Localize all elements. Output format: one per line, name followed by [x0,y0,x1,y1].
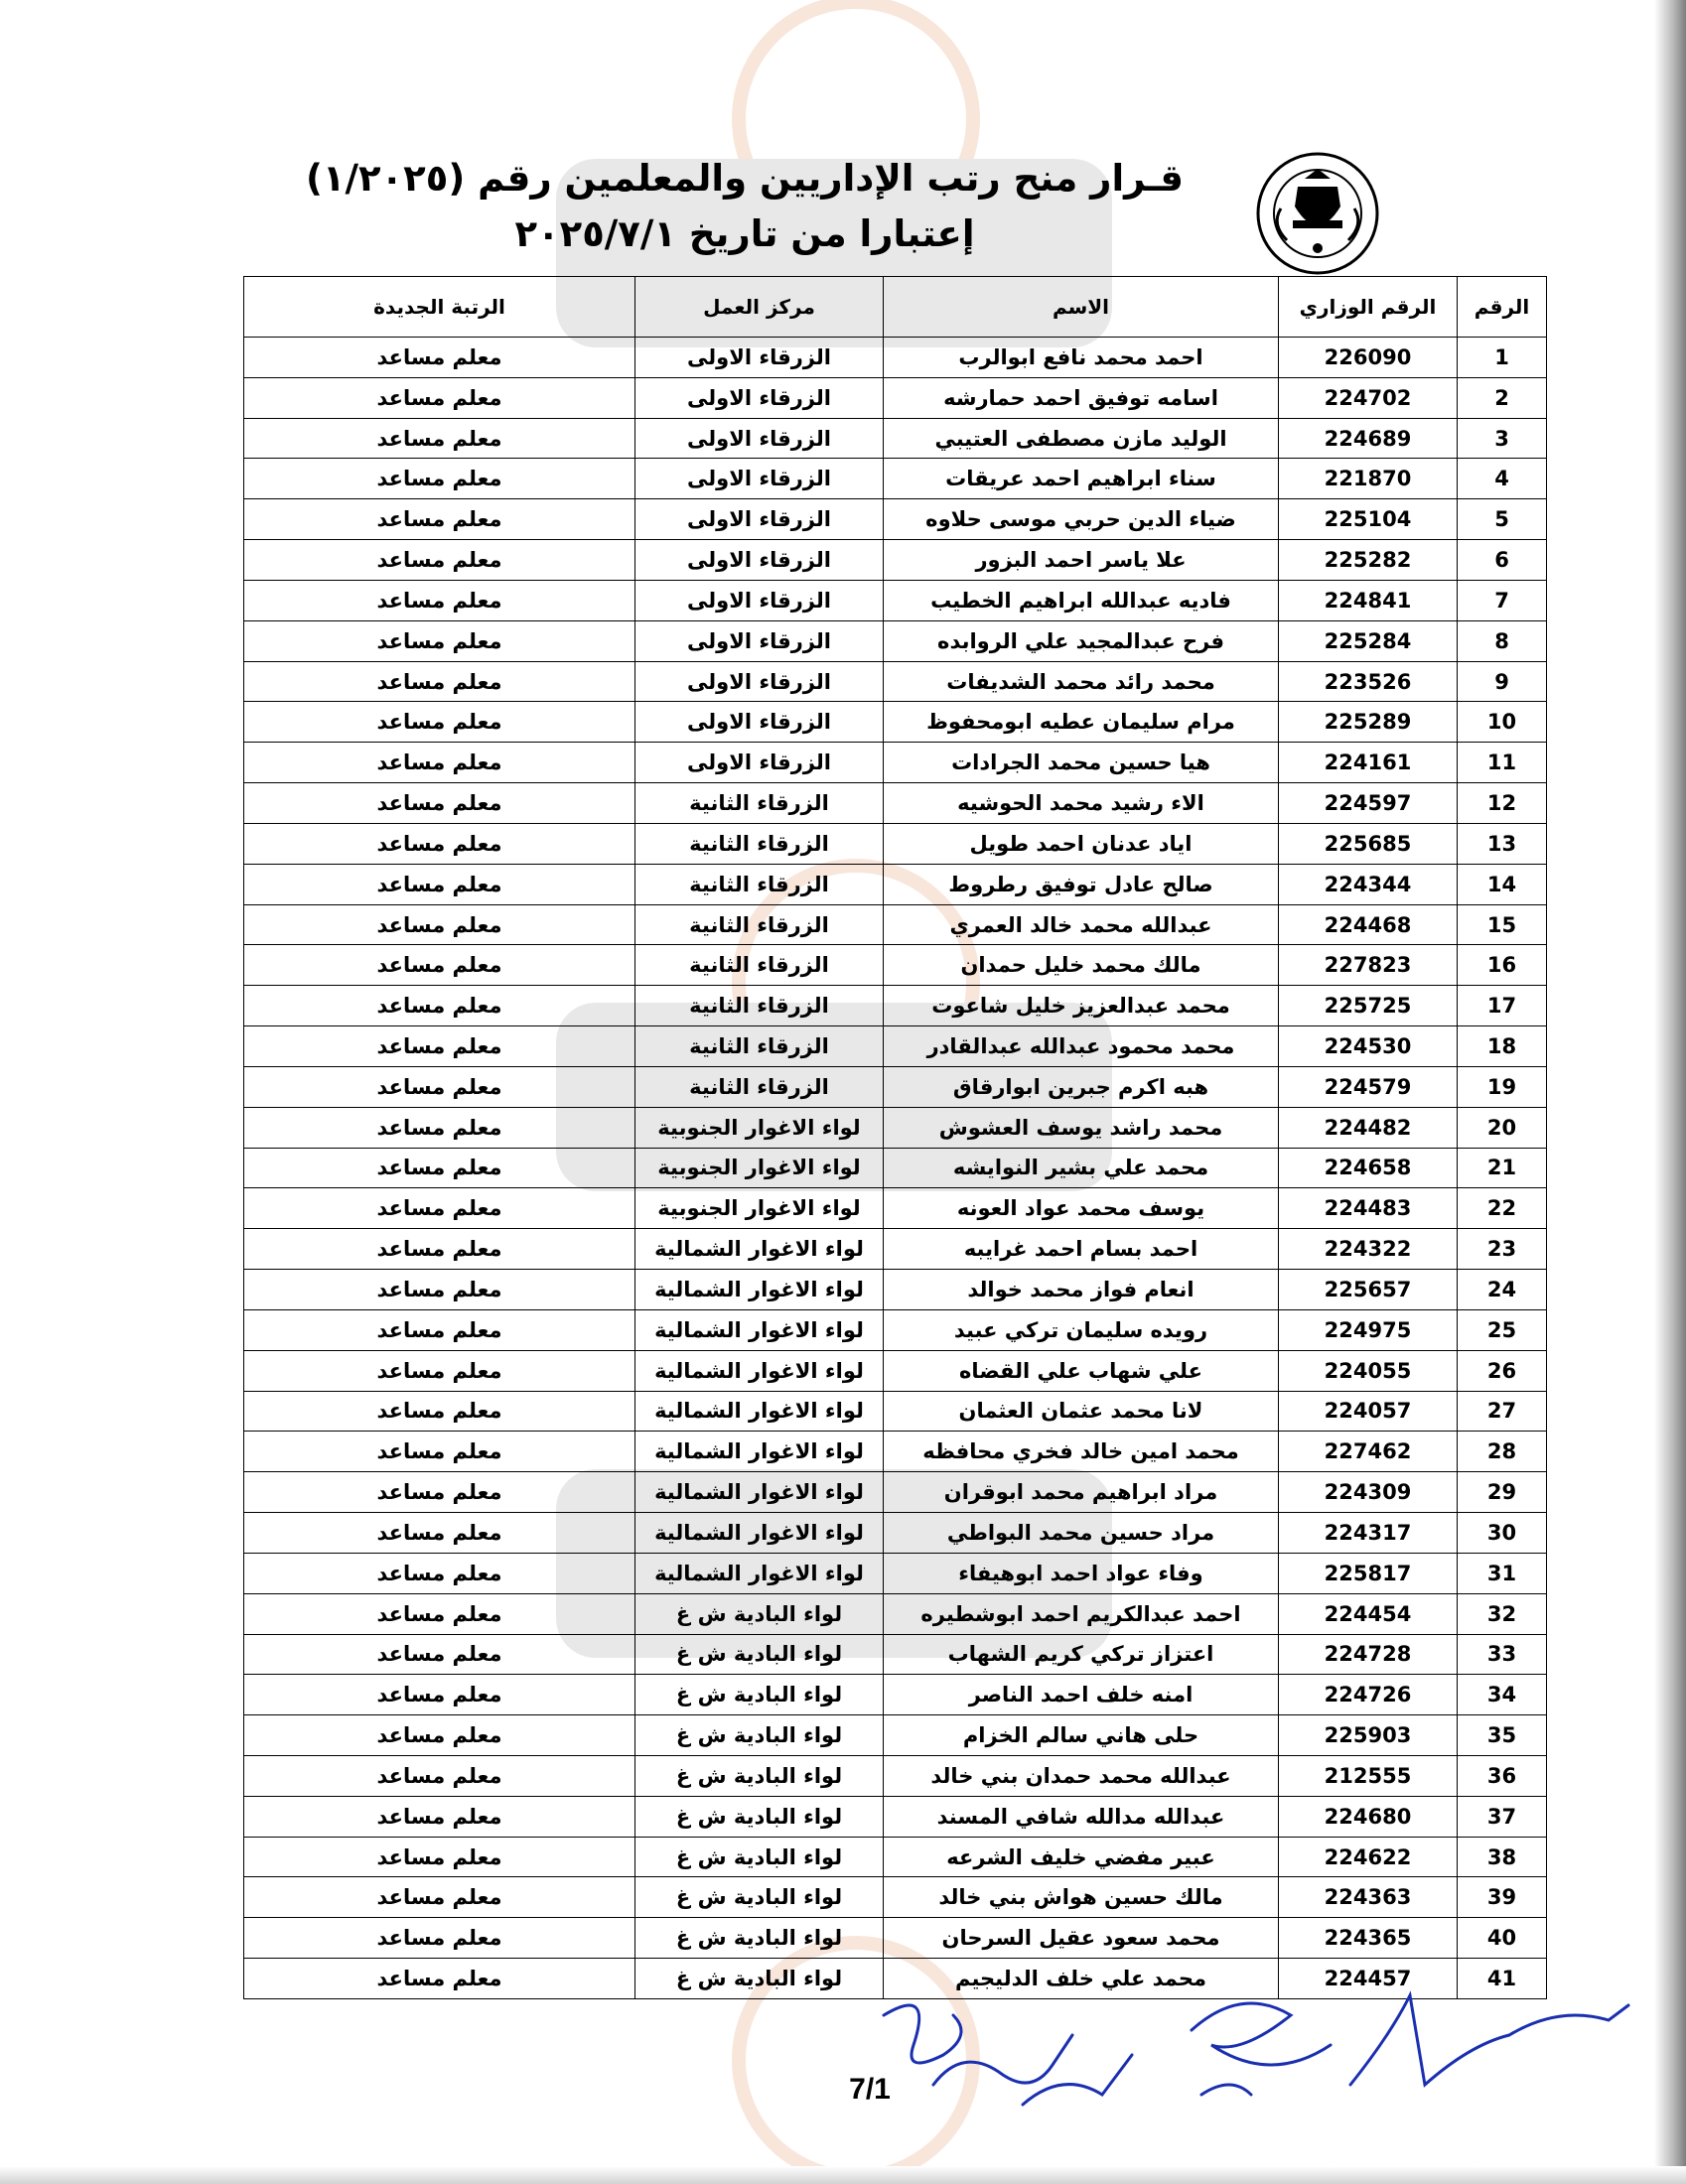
cell-workplace: لواء الاغوار الشمالية [635,1391,884,1432]
cell-number: 5 [1458,499,1547,540]
cell-name: اعتزاز تركي كريم الشهاب [884,1634,1279,1675]
cell-number: 18 [1458,1026,1547,1067]
cell-name: مالك محمد خليل حمدان [884,945,1279,986]
cell-ministry-id: 224468 [1279,904,1458,945]
cell-number: 41 [1458,1959,1547,1999]
cell-ministry-id: 225289 [1279,702,1458,743]
cell-ministry-id: 226090 [1279,338,1458,378]
cell-name: وفاء عواد احمد ابوهيفاء [884,1553,1279,1593]
table-row [244,459,1547,499]
cell-new-rank: معلم مساعد [244,823,635,864]
cell-new-rank: معلم مساعد [244,459,635,499]
cell-new-rank: معلم مساعد [244,338,635,378]
header-workplace: مركز العمل [635,277,884,338]
cell-number: 12 [1458,783,1547,824]
handwritten-signatures [874,1976,1648,2124]
cell-number: 38 [1458,1837,1547,1877]
table-row [244,1270,1547,1310]
cell-ministry-id: 224363 [1279,1877,1458,1918]
table-row [244,1715,1547,1756]
table-row [244,1755,1547,1796]
cell-workplace: الزرقاء الاولى [635,499,884,540]
cell-ministry-id: 225284 [1279,620,1458,661]
table-row [244,904,1547,945]
cell-name: هبه اكرم جبرين ابوارقاق [884,1066,1279,1107]
cell-number: 15 [1458,904,1547,945]
table-row [244,1148,1547,1188]
cell-workplace: الزرقاء الثانية [635,1026,884,1067]
cell-name: هيا حسين محمد الجرادات [884,743,1279,783]
cell-ministry-id: 225903 [1279,1715,1458,1756]
table-row [244,783,1547,824]
cell-name: انعام فواز محمد خوالد [884,1270,1279,1310]
cell-new-rank: معلم مساعد [244,945,635,986]
table-row [244,864,1547,904]
cell-workplace: لواء الاغوار الشمالية [635,1513,884,1554]
cell-ministry-id: 224841 [1279,580,1458,620]
cell-ministry-id: 224702 [1279,377,1458,418]
cell-number: 2 [1458,377,1547,418]
cell-name: عبدالله مدالله شافي المسند [884,1796,1279,1837]
header-name: الاسم [884,277,1279,338]
cell-workplace: الزرقاء الاولى [635,418,884,459]
cell-name: مراد ابراهيم محمد ابوقران [884,1472,1279,1513]
cell-name: فرح عبدالمجيد علي الروابده [884,620,1279,661]
table-row [244,1553,1547,1593]
cell-number: 1 [1458,338,1547,378]
cell-ministry-id: 224726 [1279,1675,1458,1715]
cell-new-rank: معلم مساعد [244,1432,635,1472]
cell-number: 20 [1458,1107,1547,1148]
cell-name: امنه خلف احمد الناصر [884,1675,1279,1715]
table-row [244,986,1547,1026]
cell-name: احمد عبدالكريم احمد ابوشطيره [884,1593,1279,1634]
cell-workplace: لواء الاغوار الشمالية [635,1472,884,1513]
cell-name: فاديه عبدالله ابراهيم الخطيب [884,580,1279,620]
cell-ministry-id: 223526 [1279,661,1458,702]
cell-name: محمد راشد يوسف العشوش [884,1107,1279,1148]
cell-name: محمد علي بشير النوايشه [884,1148,1279,1188]
table-row [244,743,1547,783]
cell-ministry-id: 225282 [1279,540,1458,581]
cell-name: اسامه توفيق احمد حمارشه [884,377,1279,418]
cell-ministry-id: 225817 [1279,1553,1458,1593]
cell-number: 24 [1458,1270,1547,1310]
cell-ministry-id: 224055 [1279,1350,1458,1391]
cell-number: 35 [1458,1715,1547,1756]
cell-number: 31 [1458,1553,1547,1593]
cell-new-rank: معلم مساعد [244,904,635,945]
table-row [244,338,1547,378]
cell-workplace: الزرقاء الاولى [635,459,884,499]
cell-ministry-id: 227823 [1279,945,1458,986]
cell-workplace: لواء البادية ش غ [635,1877,884,1918]
cell-workplace: الزرقاء الثانية [635,1066,884,1107]
document-title: قـرار منح رتب الإداريين والمعلمين رقم (١/٢٠٢٥) إعتبارا من تاريخ ٢٠٢٥/٧/١ [305,157,1185,255]
page-edge-shadow [1654,0,1686,2184]
table-row [244,620,1547,661]
cell-workplace: الزرقاء الاولى [635,580,884,620]
cell-new-rank: معلم مساعد [244,1755,635,1796]
cell-name: صالح عادل توفيق رطروط [884,864,1279,904]
table-row [244,1391,1547,1432]
cell-workplace: الزرقاء الثانية [635,783,884,824]
cell-ministry-id: 224161 [1279,743,1458,783]
cell-ministry-id: 225685 [1279,823,1458,864]
cell-new-rank: معلم مساعد [244,783,635,824]
cell-ministry-id: 224658 [1279,1148,1458,1188]
table-row [244,1918,1547,1959]
cell-ministry-id: 224317 [1279,1513,1458,1554]
cell-workplace: لواء البادية ش غ [635,1593,884,1634]
cell-workplace: لواء البادية ش غ [635,1675,884,1715]
cell-name: ضياء الدين حربي موسى حلاوه [884,499,1279,540]
table-row [244,1837,1547,1877]
table-row [244,1593,1547,1634]
cell-new-rank: معلم مساعد [244,1188,635,1229]
table-row [244,540,1547,581]
cell-new-rank: معلم مساعد [244,418,635,459]
cell-ministry-id: 224680 [1279,1796,1458,1837]
cell-workplace: لواء الاغوار الجنوبية [635,1148,884,1188]
cell-name: محمد علي خلف الدليجيم [884,1959,1279,1999]
cell-new-rank: معلم مساعد [244,1918,635,1959]
cell-workplace: لواء البادية ش غ [635,1796,884,1837]
table-row [244,1309,1547,1350]
cell-workplace: لواء البادية ش غ [635,1918,884,1959]
cell-number: 39 [1458,1877,1547,1918]
cell-new-rank: معلم مساعد [244,1634,635,1675]
cell-name: محمد عبدالعزيز خليل شاعوت [884,986,1279,1026]
cell-name: عبدالله محمد خالد العمري [884,904,1279,945]
cell-number: 23 [1458,1229,1547,1270]
cell-new-rank: معلم مساعد [244,864,635,904]
cell-workplace: الزرقاء الاولى [635,377,884,418]
table-row [244,1472,1547,1513]
cell-ministry-id: 224728 [1279,1634,1458,1675]
cell-name: الاء رشيد محمد الحوشيه [884,783,1279,824]
cell-ministry-id: 224365 [1279,1918,1458,1959]
cell-ministry-id: 224597 [1279,783,1458,824]
cell-ministry-id: 225725 [1279,986,1458,1026]
cell-number: 4 [1458,459,1547,499]
cell-name: يوسف محمد عواد العونه [884,1188,1279,1229]
cell-ministry-id: 224322 [1279,1229,1458,1270]
cell-workplace: لواء البادية ش غ [635,1837,884,1877]
cell-number: 16 [1458,945,1547,986]
cell-workplace: لواء البادية ش غ [635,1755,884,1796]
cell-ministry-id: 224344 [1279,864,1458,904]
cell-number: 6 [1458,540,1547,581]
cell-ministry-id: 221870 [1279,459,1458,499]
cell-number: 14 [1458,864,1547,904]
cell-workplace: الزرقاء الاولى [635,702,884,743]
table-row [244,1229,1547,1270]
cell-new-rank: معلم مساعد [244,1959,635,1999]
cell-workplace: لواء الاغوار الشمالية [635,1229,884,1270]
cell-ministry-id: 224689 [1279,418,1458,459]
cell-number: 11 [1458,743,1547,783]
cell-new-rank: معلم مساعد [244,986,635,1026]
cell-number: 36 [1458,1755,1547,1796]
cell-name: اياد عدنان احمد طويل [884,823,1279,864]
cell-workplace: الزرقاء الاولى [635,743,884,783]
cell-workplace: الزرقاء الثانية [635,864,884,904]
cell-new-rank: معلم مساعد [244,499,635,540]
cell-new-rank: معلم مساعد [244,1270,635,1310]
cell-ministry-id: 225657 [1279,1270,1458,1310]
cell-workplace: الزرقاء الثانية [635,823,884,864]
ranks-table [243,276,1547,1999]
cell-ministry-id: 212555 [1279,1755,1458,1796]
ministry-crest-seal-icon [1253,149,1382,278]
cell-new-rank: معلم مساعد [244,1796,635,1837]
table-row [244,1513,1547,1554]
table-body [244,338,1547,1999]
cell-number: 33 [1458,1634,1547,1675]
table-row [244,1877,1547,1918]
cell-workplace: الزرقاء الاولى [635,620,884,661]
cell-number: 3 [1458,418,1547,459]
cell-new-rank: معلم مساعد [244,1026,635,1067]
cell-workplace: الزرقاء الثانية [635,986,884,1026]
cell-name: محمد سعود عقيل السرحان [884,1918,1279,1959]
cell-ministry-id: 224482 [1279,1107,1458,1148]
cell-name: لانا محمد عثمان العثمان [884,1391,1279,1432]
table-row [244,1107,1547,1148]
cell-workplace: الزرقاء الثانية [635,904,884,945]
cell-workplace: لواء البادية ش غ [635,1715,884,1756]
cell-name: مرام سليمان عطيه ابومحفوظ [884,702,1279,743]
cell-name: مالك حسين هواش بني خالد [884,1877,1279,1918]
table-row [244,1188,1547,1229]
table-row [244,823,1547,864]
cell-new-rank: معلم مساعد [244,1675,635,1715]
cell-number: 7 [1458,580,1547,620]
cell-number: 8 [1458,620,1547,661]
cell-new-rank: معلم مساعد [244,1229,635,1270]
cell-new-rank: معلم مساعد [244,1148,635,1188]
cell-number: 27 [1458,1391,1547,1432]
cell-number: 40 [1458,1918,1547,1959]
cell-new-rank: معلم مساعد [244,1391,635,1432]
cell-name: احمد بسام احمد غرايبه [884,1229,1279,1270]
cell-workplace: لواء الاغوار الشمالية [635,1309,884,1350]
cell-number: 28 [1458,1432,1547,1472]
cell-name: علي شهاب علي القضاه [884,1350,1279,1391]
cell-new-rank: معلم مساعد [244,1553,635,1593]
table-row [244,945,1547,986]
cell-new-rank: معلم مساعد [244,1513,635,1554]
cell-workplace: لواء الاغوار الشمالية [635,1270,884,1310]
cell-number: 34 [1458,1675,1547,1715]
cell-new-rank: معلم مساعد [244,1593,635,1634]
cell-ministry-id: 224975 [1279,1309,1458,1350]
cell-new-rank: معلم مساعد [244,702,635,743]
cell-new-rank: معلم مساعد [244,1309,635,1350]
cell-new-rank: معلم مساعد [244,1472,635,1513]
cell-number: 37 [1458,1796,1547,1837]
cell-number: 26 [1458,1350,1547,1391]
table-row [244,499,1547,540]
cell-workplace: لواء الاغوار الشمالية [635,1432,884,1472]
cell-new-rank: معلم مساعد [244,1715,635,1756]
cell-name: حلى هاني سالم الخزام [884,1715,1279,1756]
cell-number: 25 [1458,1309,1547,1350]
cell-workplace: الزرقاء الاولى [635,540,884,581]
cell-number: 17 [1458,986,1547,1026]
cell-ministry-id: 224579 [1279,1066,1458,1107]
cell-number: 19 [1458,1066,1547,1107]
cell-new-rank: معلم مساعد [244,743,635,783]
table-row [244,1026,1547,1067]
cell-new-rank: معلم مساعد [244,1350,635,1391]
cell-name: علا ياسر احمد البزور [884,540,1279,581]
table-row [244,418,1547,459]
cell-new-rank: معلم مساعد [244,1877,635,1918]
cell-number: 9 [1458,661,1547,702]
cell-ministry-id: 224622 [1279,1837,1458,1877]
cell-new-rank: معلم مساعد [244,377,635,418]
table-row [244,661,1547,702]
cell-new-rank: معلم مساعد [244,1107,635,1148]
cell-ministry-id: 224530 [1279,1026,1458,1067]
cell-name: سناء ابراهيم احمد عريقات [884,459,1279,499]
page-bottom-shadow [0,2166,1686,2184]
cell-workplace: الزرقاء الثانية [635,945,884,986]
cell-number: 30 [1458,1513,1547,1554]
cell-name: عبير مفضي خليف الشرعه [884,1837,1279,1877]
table-row [244,1350,1547,1391]
cell-new-rank: معلم مساعد [244,540,635,581]
cell-workplace: لواء الاغوار الجنوبية [635,1188,884,1229]
cell-number: 21 [1458,1148,1547,1188]
cell-number: 10 [1458,702,1547,743]
cell-ministry-id: 225104 [1279,499,1458,540]
table-row [244,1796,1547,1837]
cell-workplace: لواء الاغوار الشمالية [635,1350,884,1391]
table-row [244,580,1547,620]
cell-number: 32 [1458,1593,1547,1634]
cell-new-rank: معلم مساعد [244,1066,635,1107]
cell-new-rank: معلم مساعد [244,1837,635,1877]
cell-ministry-id: 224057 [1279,1391,1458,1432]
cell-number: 29 [1458,1472,1547,1513]
cell-name: محمد امين خالد فخري محافظه [884,1432,1279,1472]
table-header-row [244,277,1547,338]
table-row [244,1066,1547,1107]
cell-number: 22 [1458,1188,1547,1229]
cell-ministry-id: 227462 [1279,1432,1458,1472]
cell-ministry-id: 224309 [1279,1472,1458,1513]
cell-workplace: لواء البادية ش غ [635,1634,884,1675]
cell-workplace: الزرقاء الاولى [635,661,884,702]
cell-name: مراد حسين محمد البواطي [884,1513,1279,1554]
table-row [244,1675,1547,1715]
cell-workplace: لواء الاغوار الجنوبية [635,1107,884,1148]
cell-ministry-id: 224454 [1279,1593,1458,1634]
cell-workplace: الزرقاء الاولى [635,338,884,378]
header-number: الرقم [1458,277,1547,338]
cell-workplace: لواء البادية ش غ [635,1959,884,1999]
cell-workplace: لواء الاغوار الشمالية [635,1553,884,1593]
cell-ministry-id: 224457 [1279,1959,1458,1999]
cell-name: الوليد مازن مصطفى العتيبي [884,418,1279,459]
table-row [244,1432,1547,1472]
cell-new-rank: معلم مساعد [244,580,635,620]
page-number: 7/1 [849,2073,891,2106]
table-row [244,702,1547,743]
table-row [244,1634,1547,1675]
cell-ministry-id: 224483 [1279,1188,1458,1229]
cell-name: احمد محمد نافع ابوالرب [884,338,1279,378]
table-row [244,377,1547,418]
header-ministry-id: الرقم الوزاري [1279,277,1458,338]
header-new-rank: الرتبة الجديدة [244,277,635,338]
cell-new-rank: معلم مساعد [244,620,635,661]
cell-number: 13 [1458,823,1547,864]
cell-name: محمد رائد محمد الشديفات [884,661,1279,702]
cell-name: عبدالله محمد حمدان بني خالد [884,1755,1279,1796]
cell-name: محمد محمود عبدالله عبدالقادر [884,1026,1279,1067]
cell-new-rank: معلم مساعد [244,661,635,702]
cell-name: رويده سليمان تركي عبيد [884,1309,1279,1350]
